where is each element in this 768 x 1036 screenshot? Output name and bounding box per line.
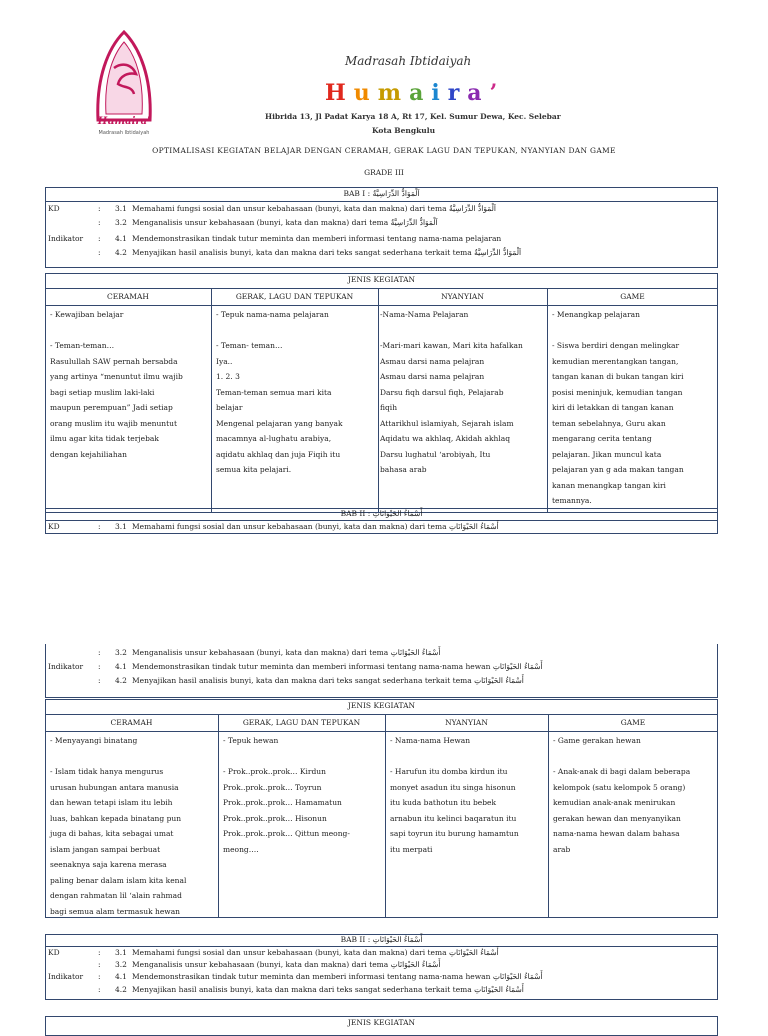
cell-line: pelajaran. Jikan muncul kata: [552, 449, 662, 459]
cell-line: orang muslim itu wajib menuntut: [50, 418, 177, 428]
cell-line: luas, bahkan kepada binatang pun: [50, 813, 182, 823]
school-name-letter: a: [467, 80, 490, 106]
cell-line: [216, 323, 376, 339]
nyanyian-cell: [390, 733, 545, 857]
game-cell: [552, 307, 716, 509]
cell-line: - Kewajiban belajar: [50, 310, 124, 319]
cell-line: islam jangan sampai berbuat: [50, 844, 161, 854]
cell-line: Prok..prok..prok… Hisonun: [223, 813, 327, 823]
cell-line: - Islam tidak hanya mengurus: [50, 767, 164, 776]
page-break: [0, 534, 768, 644]
cell-line: arab: [553, 844, 571, 854]
cell-line: pelajaran yan g ada makan tangan: [552, 465, 684, 474]
cell-line: [223, 749, 383, 765]
cell-line: [390, 749, 545, 765]
cell-line: [380, 323, 545, 339]
cell-line: 1. 2. 3: [216, 372, 240, 381]
cell-line: [50, 323, 208, 339]
kd-item: Menganalisis unsur kebahasaan (bunyi, kata dan makna) dari tema أَسْمَاءُ الحَيْوَانَاتِ: [132, 960, 441, 969]
cell-line: - Tepuk hewan: [223, 736, 279, 745]
col-nyanyian: NYANYIAN: [441, 292, 484, 301]
ceramah-cell: [50, 733, 215, 919]
school-address: Hibrida 13, Jl Padat Karya 18 A, Rt 17, Kel. Sumur Dewa, Kec. Selebar: [265, 112, 561, 121]
school-city: Kota Bengkulu: [372, 126, 436, 135]
cell-line: Asmau darsi nama pelajran: [380, 372, 485, 381]
cell-line: kanan menangkap tangan kiri: [552, 480, 666, 490]
gerak-cell: [216, 307, 376, 478]
cell-line: seenaknya saja karena merasa: [50, 860, 167, 869]
cell-line: temannya.: [552, 496, 592, 505]
school-name-letter: i: [431, 80, 448, 106]
cell-line: teman sebelahnya, Guru akan: [552, 418, 666, 428]
cell-line: [553, 749, 715, 765]
cell-line: kemudian merentangkan tangan,: [552, 356, 679, 366]
cell-line: dan hewan tetapi islam itu lebih: [50, 798, 173, 807]
bab-title: BAB I : اَلْمَوَادُّ الدِّرَاسِيَّةُ: [343, 189, 420, 198]
cell-line: - Menyayangi binatang: [50, 736, 138, 745]
cell-line: - Siswa berdiri dengan melingkar: [552, 341, 680, 350]
bab-title: BAB II : أَسْمَاءُ الحَيْوَانَاتِ: [340, 935, 423, 944]
cell-line: bagi setiap muslim laki-laki: [50, 387, 155, 397]
indikator-label: Indikator: [48, 972, 84, 981]
jenis-kegiatan-heading: JENIS KEGIATAN: [347, 275, 416, 284]
cell-line: tangan kanan di bukan tangan kiri: [552, 372, 684, 381]
cell-line: maupun perempuan” Jadi setiap: [50, 403, 173, 412]
cell-line: bahasa arab: [380, 465, 427, 474]
col-gerak: GERAK, LAGU DAN TEPUKAN: [235, 292, 354, 301]
kd-item: Memahami fungsi sosial dan unsur kebahasaan (bunyi, kata dan makna) dari tema أَسْمَاءُ الحَيْوَانَاتِ: [132, 948, 499, 957]
kd-label: KD: [48, 522, 60, 531]
kd-label: KD: [48, 948, 60, 957]
cell-line: belajar: [216, 403, 243, 412]
cell-line: kemudian anak-anak menirukan: [553, 798, 676, 807]
cell-line: juga di bahas, kita sebagai umat: [50, 829, 174, 838]
cell-line: bagi semua alam termasuk hewan: [50, 906, 180, 916]
col-ceramah: CERAMAH: [107, 292, 149, 301]
cell-line: - Teman-teman…: [50, 341, 115, 350]
cell-line: - Menangkap pelajaran: [552, 310, 640, 319]
indikator-item: Menyajikan hasil analisis bunyi, kata dan makna dari teks sangat sederhana terkait tema أَسْمَاءُ الحَيْوَانَاتِ: [132, 985, 524, 994]
indikator-label: Indikator: [48, 234, 84, 243]
col-game: GAME: [620, 718, 646, 727]
cell-line: Prok..prok..prok… Toyrun: [223, 782, 322, 792]
cell-line: dengan kejahiliahan: [50, 449, 127, 459]
cell-line: ilmu agar kita tidak terjebak: [50, 434, 159, 443]
cell-line: dengan rahmatan lil ‘alain rahmad: [50, 891, 182, 900]
kd-item: Menganalisis unsur kebahasaan (bunyi, kata dan makna) dari tema اَلْمَوَادُّ الدِّرَاسِيَّةُ: [132, 218, 438, 227]
cell-line: posisi meninjuk, kemudian tangan: [552, 387, 683, 397]
cell-line: Prok..prok..prok… Qittun meong-: [223, 829, 350, 838]
cell-line: monyet asadun itu singa hisonun: [390, 782, 516, 792]
school-name-letter: u: [353, 80, 378, 106]
cell-line: macamnya al-lughatu arabiya,: [216, 434, 332, 443]
school-subtitle: Madrasah Ibtidaiyah: [345, 54, 472, 68]
cell-line: - Teman- teman…: [216, 341, 283, 350]
cell-line: kelompok (satu kelompok 5 orang): [553, 782, 686, 792]
cell-line: kiri di letakkan di tangan kanan: [552, 403, 674, 412]
cell-line: - Nama-nama Hewan: [390, 736, 471, 745]
school-name-letter: H: [325, 80, 354, 106]
cell-line: gerakan hewan dan menyanyikan: [553, 813, 681, 823]
indikator-item: Mendemonstrasikan tindak tutur meminta dan memberi informasi tentang nama-nama hewan أَسْمَاءُ الحَيْوَانَاتِ: [132, 972, 543, 981]
cell-line: fiqih: [380, 403, 398, 412]
jenis-kegiatan-heading: JENIS KEGIATAN: [347, 1018, 416, 1027]
gerak-cell: [223, 733, 383, 857]
ceramah-cell: [50, 307, 208, 462]
cell-line: Aqidatu wa akhlaq, Akidah akhlaq: [380, 434, 511, 443]
game-cell: [553, 733, 715, 857]
grade-label: GRADE III: [364, 168, 404, 177]
svg-text:Madrasah Ibtidaiyah: Madrasah Ibtidaiyah: [98, 130, 150, 136]
cell-line: Teman-teman semua mari kita: [216, 387, 332, 397]
cell-line: [50, 749, 215, 765]
cell-line: Mengenal pelajaran yang banyak: [216, 418, 343, 428]
col-gerak: GERAK, LAGU DAN TEPUKAN: [242, 718, 361, 727]
document-title: OPTIMALISASI KEGIATAN BELAJAR DENGAN CERAMAH, GERAK LAGU DAN TEPUKAN, NYANYIAN DAN GAME: [152, 146, 616, 155]
school-name-letter: a: [409, 80, 432, 106]
cell-line: - Harufun itu domba kirdun itu: [390, 767, 508, 776]
indikator-item: Mendemonstrasikan tindak tutur meminta dan memberi informasi tentang nama-nama hewan أَسْمَاءُ الحَيْوَانَاتِ: [132, 662, 543, 671]
cell-line: arnabun itu kelinci baqaratun itu: [390, 813, 517, 823]
bab-title: BAB II : أَسْمَاءُ الحَيْوَانَاتِ: [340, 509, 423, 518]
cell-line: sapi toyrun itu burung hamamtun: [390, 829, 519, 838]
cell-line: aqidatu akhlaq dan juja Fiqih itu: [216, 449, 341, 459]
col-game: GAME: [620, 292, 645, 301]
kd-item: Memahami fungsi sosial dan unsur kebahasaan (bunyi, kata dan makna) dari tema أَسْمَاءُ الحَيْوَانَاتِ: [132, 522, 499, 531]
kd-item: Menganalisis unsur kebahasaan (bunyi, kata dan makna) dari tema أَسْمَاءُ الحَيْوَانَاتِ: [132, 648, 441, 657]
cell-line: nama-nama hewan dalam bahasa: [553, 829, 680, 838]
cell-line: semua kita pelajari.: [216, 465, 292, 474]
cell-line: meong….: [223, 844, 259, 854]
school-name-letter: m: [377, 80, 410, 106]
cell-line: Darsu fiqh darsul fiqh, Pelajarab: [380, 387, 504, 397]
cell-line: Rasulullah SAW pernah bersabda: [50, 356, 178, 366]
cell-line: - Anak-anak di bagi dalam beberapa: [553, 767, 691, 776]
cell-line: -Nama-Nama Pelajaran: [380, 310, 469, 319]
indikator-item: Menyajikan hasil analisis bunyi, kata dan makna dari teks sangat sederhana terkait tema اَلْمَوَادُّ الدِّرَاسِيَّةُ: [132, 248, 522, 257]
cell-line: Asmau darsi nama pelajran: [380, 356, 485, 366]
cell-line: yang artinya “menuntut ilmu wajib: [50, 372, 183, 381]
cell-line: itu kuda bathotun itu bebek: [390, 798, 496, 807]
svg-text:Humaira': Humaira': [97, 116, 151, 127]
cell-line: - Tepuk nama-nama pelajaran: [216, 310, 329, 319]
cell-line: Darsu lughatul ‘arobiyah, Itu: [380, 449, 491, 459]
indikator-label: Indikator: [48, 662, 84, 671]
cell-line: paling benar dalam islam kita kenal: [50, 875, 187, 885]
cell-line: Attarikhul islamiyah, Sejarah islam: [380, 418, 514, 428]
col-nyanyian: NYANYIAN: [445, 718, 488, 727]
kd-item: Memahami fungsi sosial dan unsur kebahasaan (bunyi, kata dan makna) dari tema اَلْمَوَادُّ الدِّرَاسِيَّةُ: [132, 204, 496, 213]
school-logo: [88, 28, 160, 136]
jenis-kegiatan-heading: JENIS KEGIATAN: [347, 701, 416, 710]
cell-line: Prok..prok..prok… Hamamatun: [223, 798, 342, 807]
school-name-letter: r: [447, 80, 468, 106]
cell-line: mengarang cerita tentang: [552, 434, 652, 443]
school-name-letter: ’: [489, 80, 506, 106]
cell-line: - Game gerakan hewan: [553, 736, 641, 745]
kd-label: KD: [48, 204, 60, 213]
school-name: [325, 80, 505, 106]
indikator-item: Menyajikan hasil analisis bunyi, kata dan makna dari teks sangat sederhana terkait tema أَسْمَاءُ الحَيْوَانَاتِ: [132, 676, 524, 685]
nyanyian-cell: [380, 307, 545, 478]
cell-line: -Mari-mari kawan, Mari kita hafalkan: [380, 341, 523, 350]
cell-line: urusan hubungan antara manusia: [50, 782, 179, 792]
cell-line: [552, 323, 716, 339]
cell-line: itu merpati: [390, 844, 433, 854]
cell-line: - Prok..prok..prok… Kirdun: [223, 767, 326, 776]
cell-line: Iya..: [216, 356, 233, 366]
indikator-item: Mendemonstrasikan tindak tutur meminta dan memberi informasi tentang nama-nama pelajaran: [132, 234, 502, 243]
col-ceramah: CERAMAH: [110, 718, 153, 727]
